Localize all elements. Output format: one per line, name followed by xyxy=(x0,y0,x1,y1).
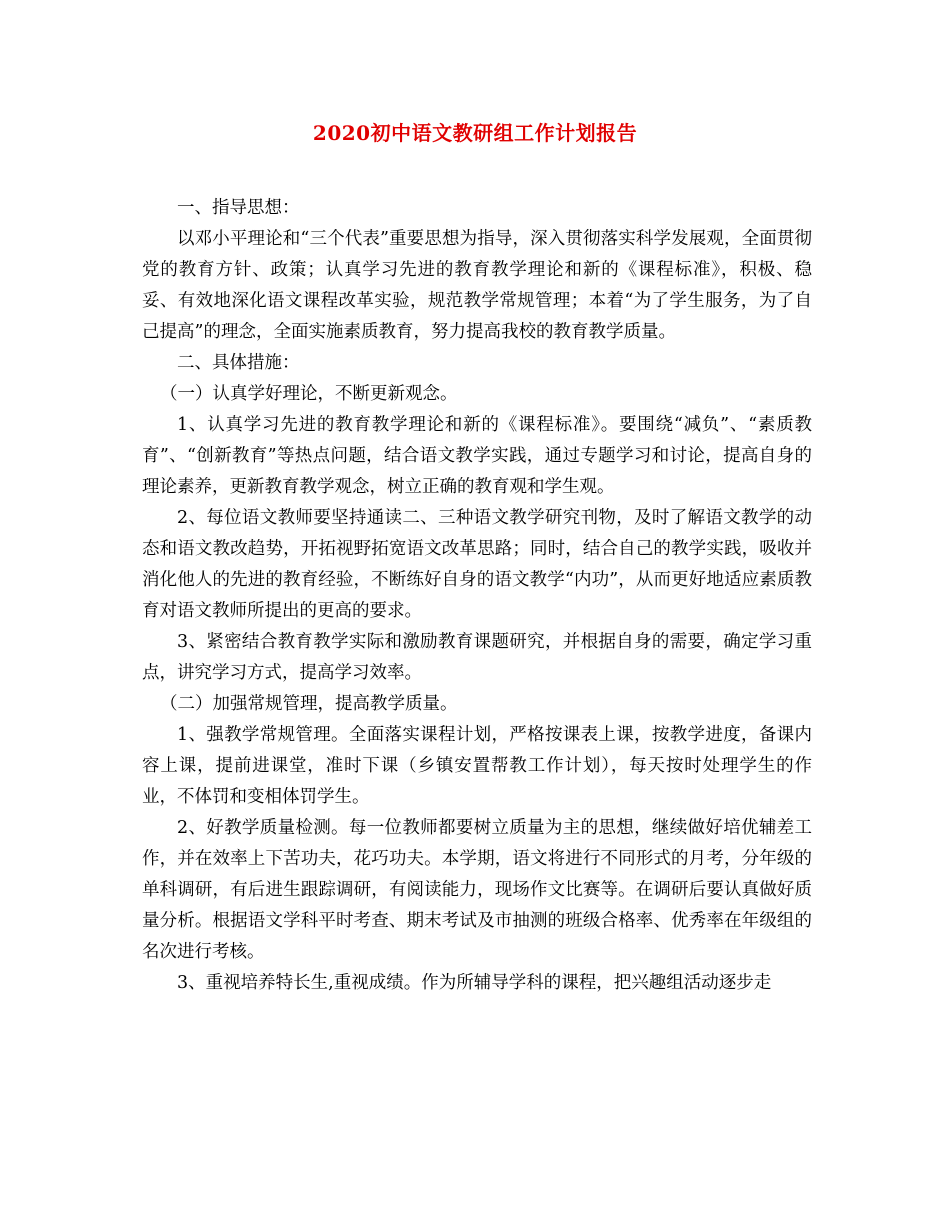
paragraph-guiding-thought: 以邓小平理论和“三个代表”重要思想为指导，深入贯彻落实科学发展观，全面贯彻党的教育方针、政策；认真学习先进的教育教学理论和新的《课程标准》，积极、稳妥、有效地深化语文课程改革实验，规范教学常规管理；本着“为了学生服务，为了自己提高”的理念，全面实施素质教育，努力提高我校的教育教学质量。 xyxy=(142,229,812,342)
subheading-theory-study: （一）认真学好理论，不断更新观念。 xyxy=(160,384,458,404)
paragraph-item: 2、好教学质量检测。每一位教师都要树立质量为主的思想，继续做好培优辅差工作，并在效率上下苦功夫，花巧功夫。本学期，语文将进行不同形式的月考，分年级的单科调研，有后进生跟踪调研，有阅读能力，现场作文比赛等。在调研后要认真做好质量分析。根据语文学科平时考查、期末考试及市抽测的班级合格率、优秀率在年级组的名次进行考核。 xyxy=(142,818,812,962)
document-title: 2020初中语文教研组工作计划报告 xyxy=(312,121,638,145)
paragraph-item: 2、每位语文教师要坚持通读二、三种语文教学研究刊物，及时了解语文教学的动态和语文教改趋势，开拓视野拓宽语文改革思路；同时，结合自己的教学实践，吸收并消化他人的先进的教育经验，不断练好自身的语文教学“内功”，从而更好地适应素质教育对语文教师所提出的更高的要求。 xyxy=(142,508,812,621)
subheading-routine-management: （二）加强常规管理，提高教学质量。 xyxy=(160,694,458,714)
heading-guiding-thought: 一、指导思想： xyxy=(177,198,300,218)
heading-specific-measures: 二、具体措施： xyxy=(177,353,300,373)
paragraph-item: 3、重视培养特长生,重视成绩。作为所辅导学科的课程，把兴趣组活动逐步走 xyxy=(177,973,772,993)
paragraph-item: 1、强教学常规管理。全面落实课程计划，严格按课表上课，按教学进度，备课内容上课，提前进课堂，准时下课（乡镇安置帮教工作计划），每天按时处理学生的作业，不体罚和变相体罚学生。 xyxy=(142,725,812,807)
document-body xyxy=(142,193,812,999)
paragraph-item: 3、紧密结合教育教学实际和激励教育课题研究，并根据自身的需要，确定学习重点，讲究学习方式，提高学习效率。 xyxy=(142,632,812,683)
paragraph-item: 1、认真学习先进的教育教学理论和新的《课程标准》。要围绕“减负”、“素质教育”、“创新教育”等热点问题，结合语文教学实践，通过专题学习和讨论，提高自身的理论素养，更新教育教学观念，树立正确的教育观和学生观。 xyxy=(142,415,812,497)
